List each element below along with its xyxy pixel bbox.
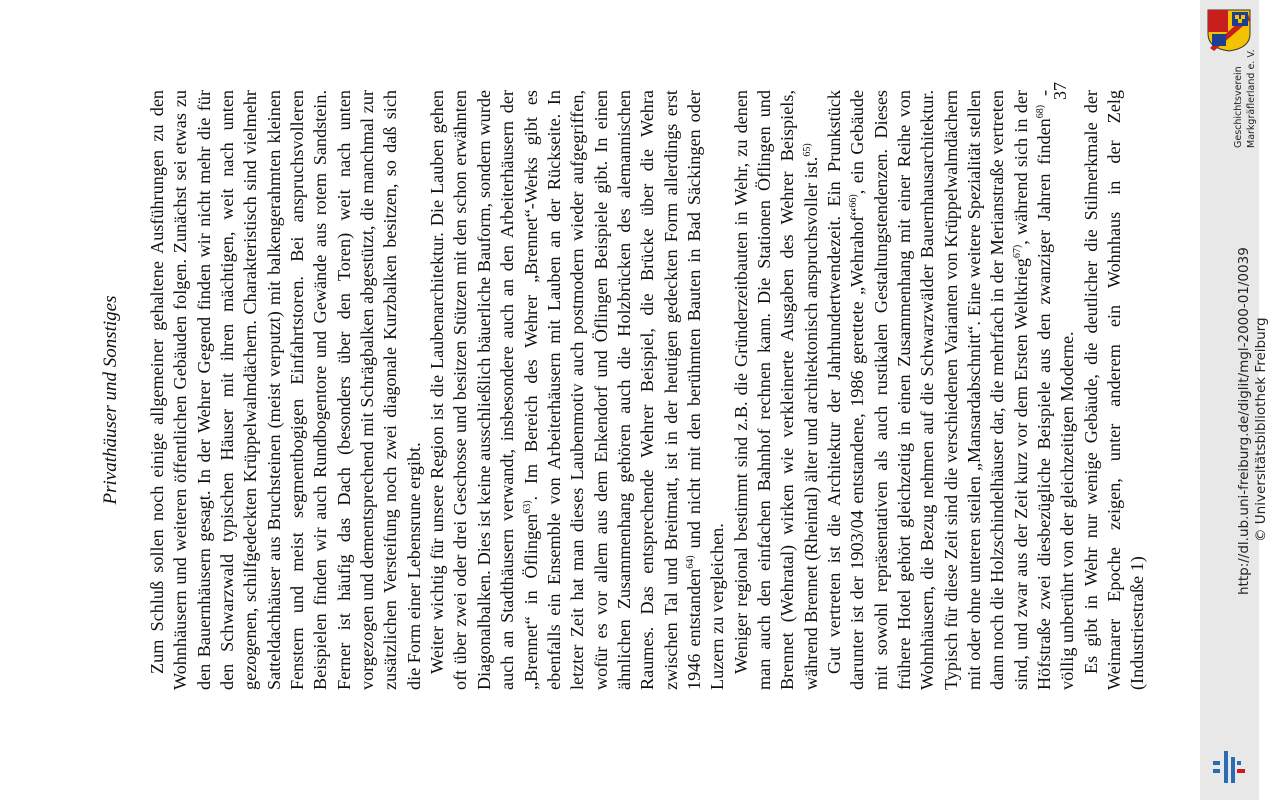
- source-url-link[interactable]: http://dl.ub.uni-freiburg.de/diglit/mgl-2000-01/0039: [1236, 247, 1252, 595]
- text-run: Gut vertreten ist die Architektur der Jahrhundertwendezeit. Ein Prunkstück darunter ist der 1903/04 entstandene, 1986 gerettete „Wehrahof“: [823, 90, 868, 690]
- text-run: , ein Gebäude mit sowohl repräsentativen als auch rustikalen Gestaltungstendenzen. Dieses frühere Hotel gehört gleichzeitig in einen Zusammenhang mit einer Reihe von Wohnhäusern, die Bezug nehmen auf die Schwarzwälder Bauernhausarchitektur. Typisch für diese Zeit sind die verschiedenen Varianten von Krüppelwalmdächern mit oder ohne unteren steilen „Mansardabschnitt“. Eine weitere Spezialität stellen dann noch die Holzschindelhäuser dar, die mehrfach in der Merianstraße vertreten sind, und zwar aus der Zeit kurz vor dem Ersten Weltkrieg: [847, 90, 1031, 690]
- footnote-ref-64: 64): [684, 555, 696, 569]
- text-run: Weiter wichtig für unsere Region ist die Laubenarchitektur. Die Lauben gehen oft über zwei oder drei Geschosse und besitzen Stützen mit den schon erwähnten Diagonalbalken. Dies ist keine ausschließlich bäuerliche Bauform, sondern wurde auch an Stadthäusern verwandt, insbesondere auch an den Arbeiterhäusern der „Brennet“ in Öflingen: [427, 90, 541, 690]
- text-run: , während sich in der Höfstraße zwei diesbezügliche Beispiele aus den zwanziger Jahren finden: [1010, 90, 1055, 690]
- footnote-ref-67: 67): [1011, 244, 1023, 259]
- paragraph-2: [426, 90, 729, 690]
- paragraph-3: [730, 90, 823, 690]
- coat-of-arms-icon: [1206, 8, 1252, 52]
- footnote-ref-63: 63): [521, 500, 533, 514]
- viewer-side-banner: [1200, 0, 1269, 800]
- society-name-line2: Markgräflerland e. V.: [1246, 49, 1257, 148]
- footnote-ref-68: 68): [1035, 104, 1046, 119]
- footnote-ref-66: 66): [848, 194, 860, 208]
- paragraph-1: Zum Schluß sollen noch einige allgemeiner gehaltene Ausführungen zu den Wohnhäusern und weiteren öffentlichen Gebäuden folgen. Zunächst sei etwas zu den Bauernhäusern gesagt. In der Wehrer Gegend finden wir nicht mehr die für den Schwarzwald typischen Häuser mit ihren mächtigen, weit nach unten gezogenen, schilfgedeckten Krüppelwalmdächern. Charakteristisch sind vielmehr Satteldachhäuser aus Bruchsteinen (meist verputzt) mit balkengerahmten kleinen Fenstern und meist segmentbogigen Einfahrtstoren. Bei anspruchsvolleren Beispielen finden wir auch Rundbogentore und Gewände aus rotem Sandstein. Ferner ist häufig das Dach (besonders über den Toren) weit nach unten vorgezogen und dementsprechend mit Schrägbalken abgestützt, die manchmal zur zusätzlichen Versteifung noch zwei diagonale Kurzbalken besitzen, so daß sich die Form einer Lebensrune ergibt.: [147, 90, 424, 690]
- page-body-text: [146, 90, 1150, 690]
- text-run: . Im Bereich des Wehrer „Brennet“-Werks gibt es ebenfalls ein Ensemble von Arbeiterhäusern mit Lauben an der Rückseite. In letzter Zeit hat man dieses Laubenmotiv auch postmodern wieder aufgegriffen, wofür es vor allem aus dem Enkendorf und Öflingen Beispiele gibt. In einen ähnlichen Zusammenhang gehören auch die Holzbrücken des alemannischen Raumes. Das entsprechende Wehrer Beispiel, die Brücke über die Wehra zwischen Tal und Breitmatt, ist in der heutigen gedeckten Form allerdings erst 1946 entstanden: [520, 90, 704, 690]
- text-run: und nicht mit den berühmten Bauten in Bad Säckingen oder Luzern zu vergleichen.: [683, 90, 728, 690]
- text-run: Weniger regional bestimmt sind z.B. die Gründerzeitbauten in Wehr, zu denen man auch den einfachen Bahnhof rechnen kann. Die Stationen Öflingen und Brennet (Wehratal) wirken wie verkleinerte Ausgaben des Wehrer Beispiels, während Brennet (Rheintal) älter und architektonisch anspruchsvoller ist.: [730, 90, 821, 690]
- paragraph-5: Es gibt in Wehr nur wenige Gebäude, die deutlicher die Stilmerkmale der Weimarer Epoche zeigen, unter anderem ein Wohnhaus in der Zelg (Industriestraße 1): [1080, 90, 1148, 690]
- copyright-notice: © Universitätsbibliothek Freiburg: [1253, 317, 1269, 542]
- text-run: - völlig unberührt von der gleichzeitigen Moderne.: [1034, 90, 1078, 690]
- society-name-line1: Geschichtsverein: [1233, 66, 1244, 148]
- footnote-ref-65: 65): [801, 143, 813, 157]
- ub-freiburg-logo-icon: [1209, 747, 1251, 787]
- paragraph-4: [823, 90, 1080, 690]
- page-number: 37: [1050, 82, 1070, 100]
- running-header: Privathäuser und Sonstiges: [100, 295, 121, 505]
